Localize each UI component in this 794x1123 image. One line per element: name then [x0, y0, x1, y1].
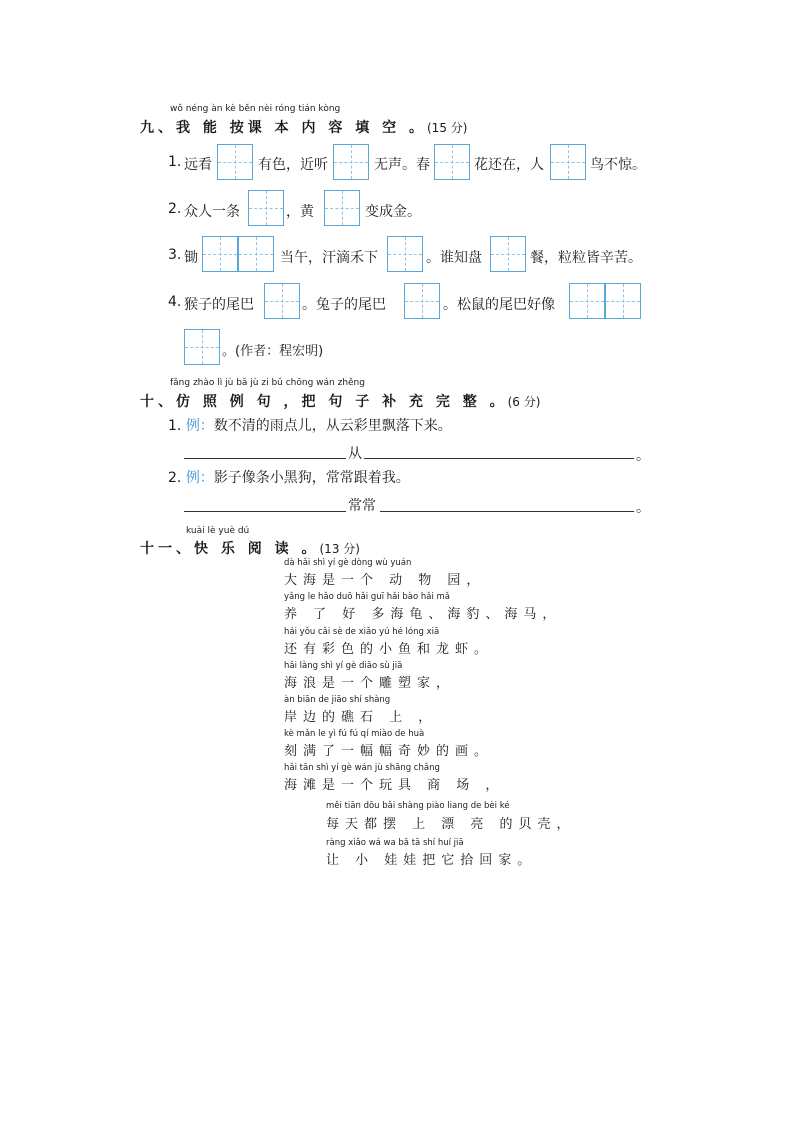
s9-q2-text-a: 众人一条 [184, 204, 240, 220]
answer-box[interactable] [324, 190, 360, 226]
poem-line: 刻满了一幅幅奇妙的画。 [284, 744, 494, 759]
s9-q1-text-a: 远看 [184, 157, 212, 173]
answer-box[interactable] [434, 144, 470, 180]
answer-box[interactable] [217, 144, 253, 180]
s9-q2-text-b: ，黄 [286, 204, 314, 220]
poem-pinyin: ràng xiǎo wá wa bǎ tā shí huí jiā [326, 838, 464, 848]
section11-title: 十一、快 乐 阅 读 。 [140, 541, 320, 557]
answer-box[interactable] [569, 283, 605, 319]
s9-q3-text-b: 当午，汗滴禾下 [280, 250, 378, 266]
poem-line: 海浪是一个雕塑家， [284, 676, 456, 691]
s10-q1-mid: 从 [348, 446, 362, 462]
fill-blank-line[interactable] [364, 458, 634, 459]
answer-box[interactable] [238, 236, 274, 272]
s9-q3-text-c: 。谁知盘 [426, 250, 482, 266]
answer-box[interactable] [184, 329, 220, 365]
s9-q3-text-d: 餐，粒粒皆辛苦。 [530, 250, 642, 266]
s9-q4-num: 4. [168, 294, 182, 310]
s9-q3-text-a: 锄 [184, 250, 198, 266]
s10-q2-end: 。 [636, 500, 650, 516]
answer-box[interactable] [248, 190, 284, 226]
poem-pinyin: měi tiān dōu bǎi shàng piào liang de bèi ké [326, 801, 510, 811]
s9-q4-text-c: 。松鼠的尾巴好像 [443, 297, 555, 313]
s10-q1-end: 。 [636, 448, 650, 464]
s9-q1-text-b: 有色，近听 [258, 157, 328, 173]
s10-q2-num: 2. [168, 470, 182, 486]
poem-pinyin: yǎng le hǎo duō hǎi guī hǎi bào hǎi mǎ [284, 592, 451, 602]
poem-line: 让 小 娃娃把它拾回家。 [326, 853, 537, 868]
poem-line: 大海是一个 动 物 园， [284, 573, 486, 588]
s9-q4-text-b: 。兔子的尾巴 [302, 297, 386, 313]
s10-q2-example-text: 影子像条小黑狗，常常跟着我。 [213, 470, 410, 486]
s10-q2-example-label: 例： [185, 470, 214, 486]
s10-q2-mid: 常常 [348, 498, 376, 514]
poem-line: 还有彩色的小鱼和龙虾。 [284, 642, 494, 657]
s10-q1-example-label: 例： [185, 418, 214, 434]
fill-blank-line[interactable] [184, 511, 346, 512]
poem-line: 养 了 好 多海龟、海豹、海马， [284, 607, 562, 622]
section9-score: (15 分) [427, 121, 468, 135]
s9-q1-text-e: 鸟不惊。 [590, 157, 646, 173]
poem-line: 海滩是一个玩具 商 场 ， [284, 778, 505, 793]
poem-pinyin: kè mǎn le yì fú fú qí miào de huà [284, 729, 425, 739]
poem-line: 岸边的礁石 上 ， [284, 710, 438, 725]
section9-pinyin: wǒ néng àn kè běn nèi róng tián kòng [170, 104, 341, 114]
s9-q2-text-c: 变成金。 [365, 204, 421, 220]
s9-q4-text-a: 猴子的尾巴 [184, 297, 254, 313]
section10-title: 十、仿 照 例 句 ，把 句 子 补 充 完 整 。 [140, 394, 508, 410]
answer-box[interactable] [387, 236, 423, 272]
s9-q1-num: 1. [168, 154, 182, 170]
section9-title: 九、我 能 按课 本 内 容 填 空 。 [140, 120, 427, 136]
poem-line: 每天都摆 上 漂 亮 的贝壳， [326, 817, 576, 832]
answer-box[interactable] [550, 144, 586, 180]
poem-pinyin: dà hǎi shì yí gè dòng wù yuán [284, 558, 412, 568]
answer-box[interactable] [404, 283, 440, 319]
section10-score: (6 分) [507, 395, 541, 409]
answer-box[interactable] [605, 283, 641, 319]
poem-pinyin: hǎi tān shì yí gè wán jù shāng chǎng [284, 763, 440, 773]
answer-box[interactable] [490, 236, 526, 272]
s10-q2 [168, 467, 410, 487]
section11-score: (13 分) [319, 542, 360, 556]
section10-pinyin: fǎng zhào lì jù bǎ jù zi bǔ chōng wán zhěng [170, 378, 365, 388]
s9-q4-tail: 。(作者：程宏明) [222, 344, 324, 359]
section10-heading [140, 391, 540, 411]
fill-blank-line[interactable] [380, 511, 634, 512]
section11-heading [140, 538, 360, 558]
s9-q3-num: 3. [168, 247, 182, 263]
s10-q1-num: 1. [168, 418, 182, 434]
section11-pinyin: kuài lè yuè dú [186, 526, 250, 536]
answer-box[interactable] [264, 283, 300, 319]
s10-q1-example-text: 数不清的雨点儿，从云彩里飘落下来。 [213, 418, 452, 434]
s10-q1 [168, 415, 452, 435]
answer-box[interactable] [333, 144, 369, 180]
s9-q1-text-d: 花还在，人 [474, 157, 544, 173]
section9-heading [140, 117, 467, 137]
poem-pinyin: hǎi làng shì yí gè diāo sù jiā [284, 661, 403, 671]
poem-pinyin: àn biān de jiāo shí shàng [284, 695, 391, 705]
fill-blank-line[interactable] [184, 458, 346, 459]
s9-q1-text-c: 无声。春 [374, 157, 430, 173]
poem-pinyin: hái yǒu cǎi sè de xiǎo yú hé lóng xiā [284, 627, 440, 637]
answer-box[interactable] [202, 236, 238, 272]
s9-q2-num: 2. [168, 201, 182, 217]
